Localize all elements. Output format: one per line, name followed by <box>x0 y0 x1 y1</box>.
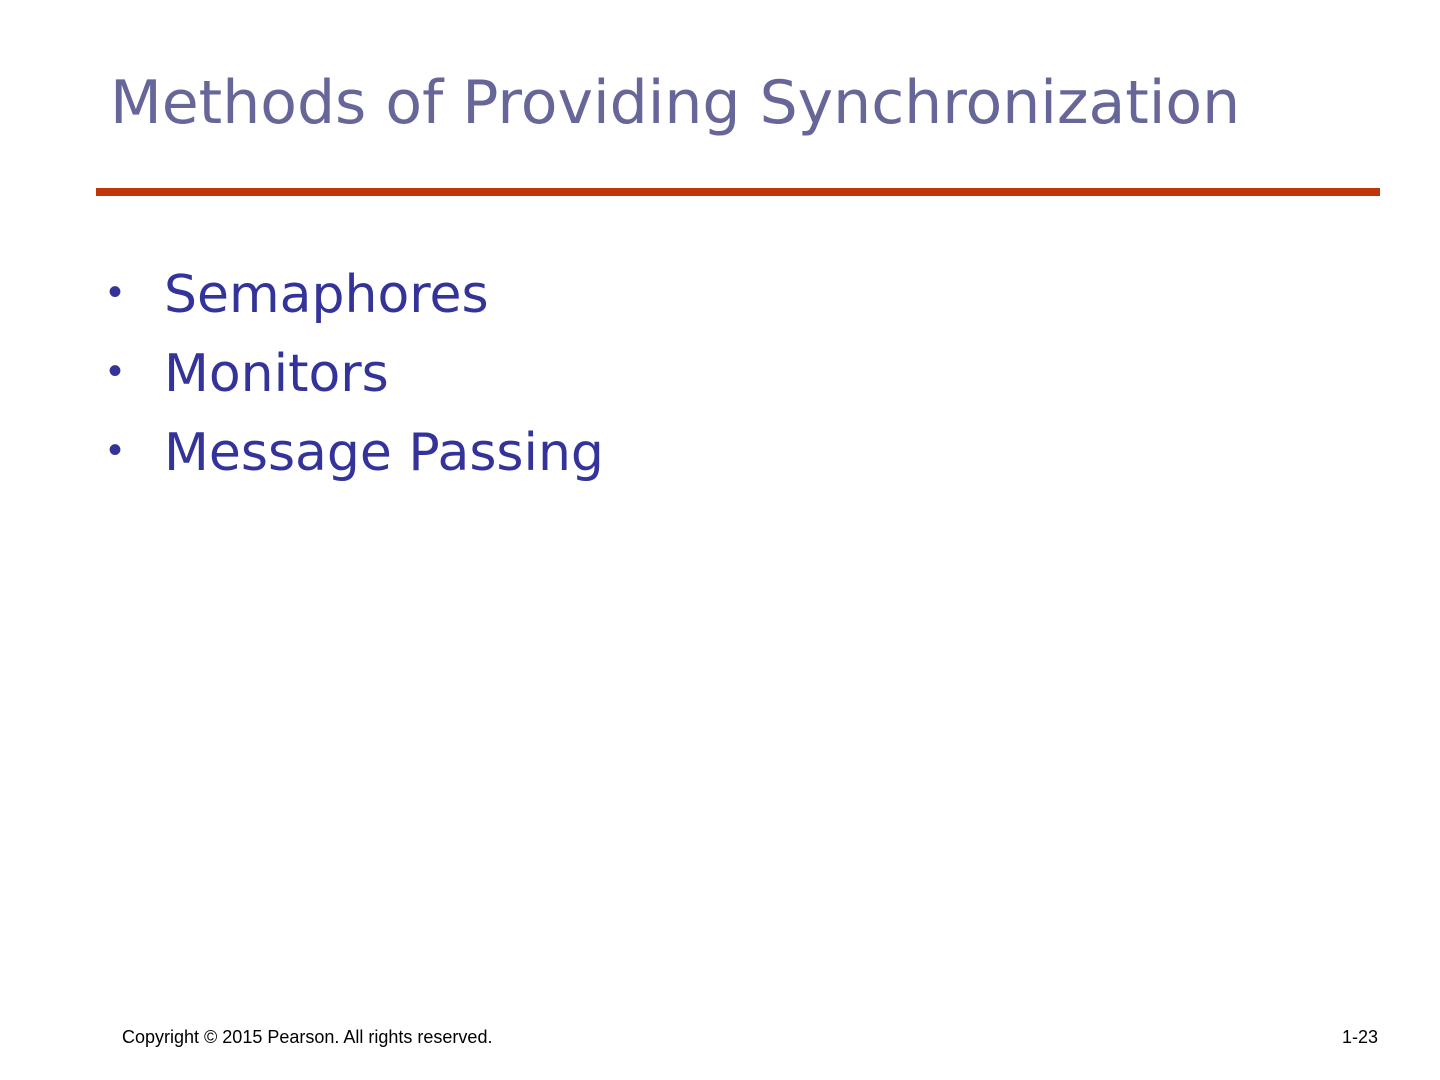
bullet-icon: • <box>108 270 123 314</box>
bullet-icon: • <box>108 349 123 393</box>
slide-title: Methods of Providing Synchronization <box>110 68 1241 138</box>
footer-copyright: Copyright © 2015 Pearson. All rights reserved. <box>122 1027 493 1047</box>
bullet-text: Semaphores <box>164 265 489 325</box>
page-number: 1-23 <box>1341 1027 1378 1047</box>
bullet-text: Monitors <box>164 344 389 404</box>
bullet-icon: • <box>108 428 123 472</box>
title-divider <box>96 188 1380 196</box>
bullet-text: Message Passing <box>164 423 604 483</box>
